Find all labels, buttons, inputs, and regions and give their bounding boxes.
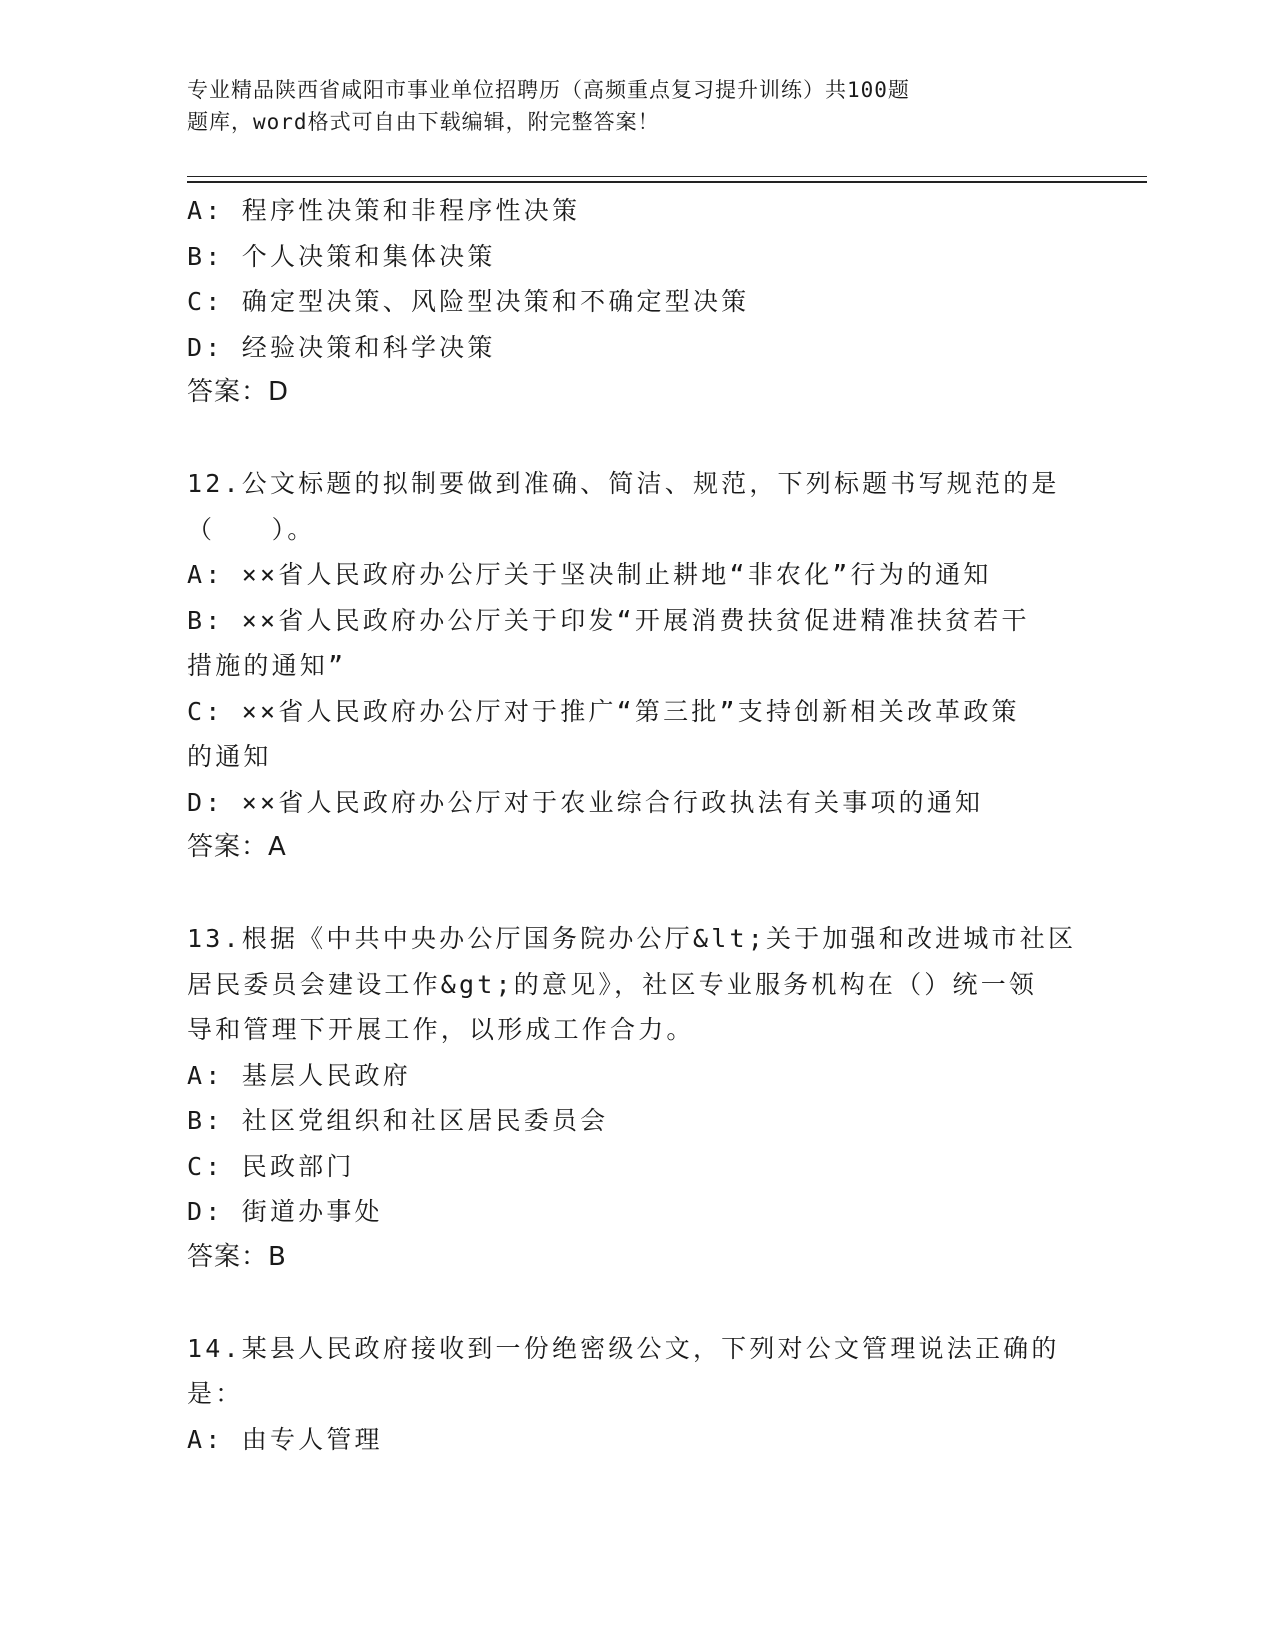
option-a: A: 程序性决策和非程序性决策 — [187, 196, 581, 225]
answer-line: 答案：A — [187, 832, 287, 862]
question-stem-line: 14.某县人民政府接收到一份绝密级公文，下列对公文管理说法正确的 — [187, 1333, 1060, 1363]
question-stem-line: 是： — [187, 1379, 244, 1408]
option-c: C: ××省人民政府办公厅对于推广“第三批”支持创新相关改革政策 — [187, 696, 1020, 726]
option-b: B: 个人决策和集体决策 — [187, 241, 496, 271]
option-d: D: 街道办事处 — [187, 1197, 383, 1226]
option-c: C: 确定型决策、风险型决策和不确定型决策 — [187, 287, 750, 316]
header-divider-thick — [187, 181, 1147, 183]
spacer — [187, 416, 1077, 462]
option-d: D: ××省人民政府办公厅对于农业综合行政执法有关事项的通知 — [187, 787, 984, 817]
option-a: A: 由专人管理 — [187, 1424, 383, 1454]
option-a: A: ××省人民政府办公厅关于坚决制止耕地“非农化”行为的通知 — [187, 560, 992, 589]
header-title-line-2: 题库，word格式可自由下载编辑，附完整答案！ — [187, 110, 660, 134]
question-13 — [187, 916, 1077, 1280]
question-14 — [187, 1326, 1077, 1463]
question-11 — [187, 188, 1077, 416]
document-header — [187, 74, 1017, 138]
answer-line: 答案：B — [187, 1241, 287, 1272]
question-stem-line: 居民委员会建设工作&gt;的意见》，社区专业服务机构在（）统一领 — [187, 969, 1038, 999]
option-c: C: 民政部门 — [187, 1151, 355, 1181]
spacer — [187, 871, 1077, 917]
document-body — [187, 188, 1077, 1462]
question-12 — [187, 461, 1077, 871]
header-divider-thin — [187, 176, 1147, 177]
question-stem-line: 导和管理下开展工作，以形成工作合力。 — [187, 1015, 695, 1044]
question-stem-line: 13.根据《中共中央办公厅国务院办公厅&lt;关于加强和改进城市社区 — [187, 924, 1077, 953]
question-stem-line: （ ）。 — [187, 514, 316, 544]
option-b-continued: 措施的通知” — [187, 651, 347, 680]
header-title-line-1: 专业精品陕西省咸阳市事业单位招聘历（高频重点复习提升训练）共100题 — [187, 78, 910, 102]
question-stem-line: 12.公文标题的拟制要做到准确、简洁、规范，下列标题书写规范的是 — [187, 469, 1060, 498]
option-c-continued: 的通知 — [187, 742, 272, 771]
spacer — [187, 1280, 1077, 1326]
option-d: D: 经验决策和科学决策 — [187, 332, 496, 362]
option-b: B: 社区党组织和社区居民委员会 — [187, 1106, 609, 1135]
option-a: A: 基层人民政府 — [187, 1060, 411, 1090]
answer-line: 答案：D — [187, 377, 290, 407]
option-b: B: ××省人民政府办公厅关于印发“开展消费扶贫促进精准扶贫若干 — [187, 605, 1030, 635]
